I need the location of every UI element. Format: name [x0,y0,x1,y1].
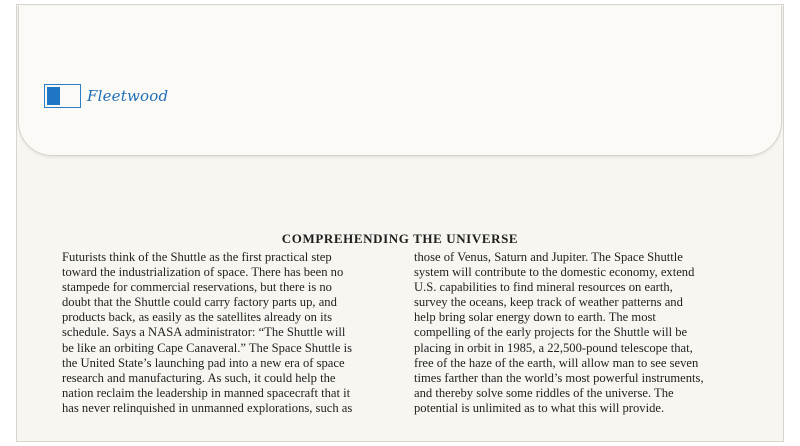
article-column-right [414,250,744,416]
text-line: U.S. capabilities to find mineral resources on earth, [414,280,673,295]
article-column-left [62,250,392,416]
text-line: products back, as easily as the satellites already on its [62,310,332,325]
text-line: research and manufacturing. As such, it could help the [62,370,336,385]
text-line: nation reclaim the leadership in manned spacecraft that it [62,385,351,400]
text-line: and thereby solve some riddles of the universe. The [414,385,674,400]
text-line: potential is unlimited as to what this will provide. [414,400,665,415]
article-title: COMPREHENDING THE UNIVERSE [281,231,519,246]
text-line: compelling of the early projects for the Shuttle will be [414,325,688,340]
text-line: those of Venus, Saturn and Jupiter. The Space Shuttle [414,250,683,264]
text-line: survey the oceans, keep track of weather patterns and [414,295,683,310]
text-line: times farther than the world’s most powerful instruments, [414,370,704,385]
text-line: help bring solar energy down to earth. The most [414,310,656,325]
text-line: Futurists think of the Shuttle as the first practical step [62,250,332,264]
text-line: doubt that the Shuttle could carry factory parts up, and [62,295,337,310]
text-line: free of the haze of the earth, will allow man to see seven [414,355,699,370]
text-line: system will contribute to the domestic economy, extend [414,265,695,280]
text-line: stampede for commercial reservations, but there is no [62,280,332,295]
fleetwood-logo [44,84,168,108]
text-line: placing in orbit in 1985, a 22,500-pound telescope that, [414,340,693,355]
text-line: toward the industrialization of space. There has been no [62,265,344,280]
text-line: has never relinquished in unmanned explorations, such as [62,400,353,415]
logo-mark-icon [44,84,81,108]
text-line: the United State’s launching pad into a new era of space [62,355,345,370]
envelope-flap [18,6,782,156]
logo-text: Fleetwood [87,87,169,105]
text-line: be like an orbiting Cape Canaveral.” The Space Shuttle is [62,340,353,355]
text-line: schedule. Says a NASA administrator: “The Shuttle will [62,325,346,340]
